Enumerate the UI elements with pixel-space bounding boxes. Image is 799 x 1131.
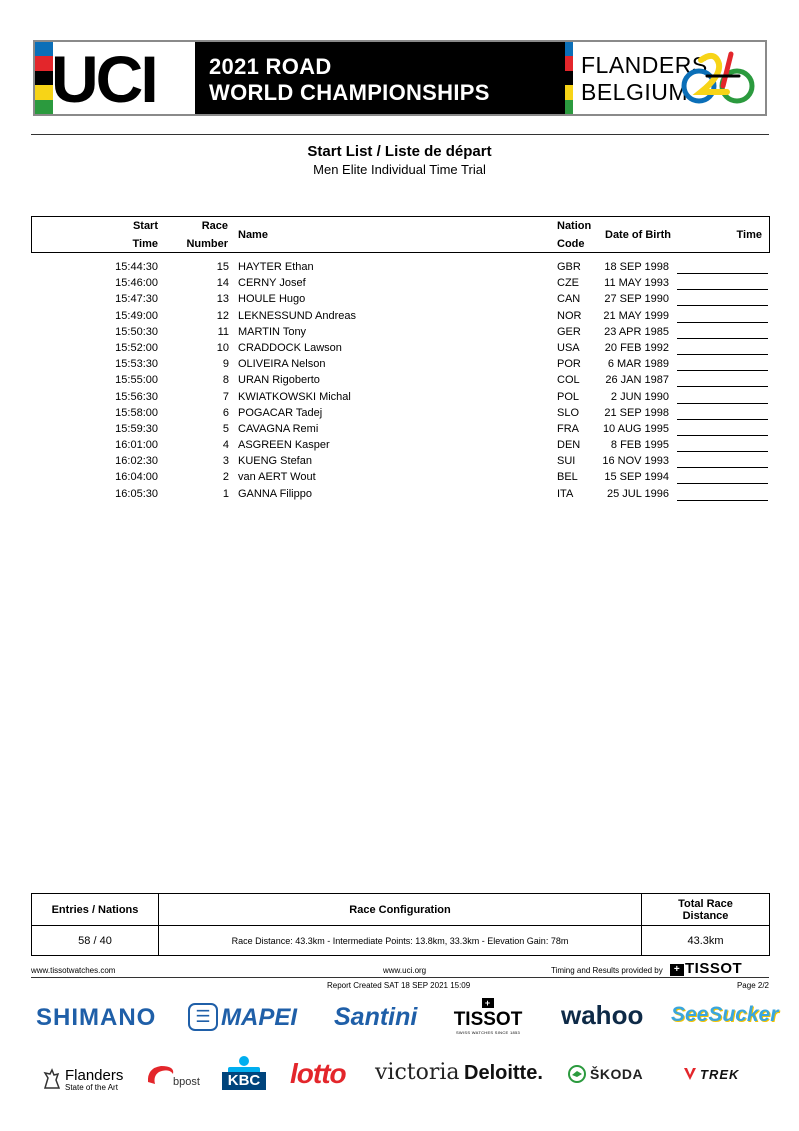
table-row bbox=[0, 389, 799, 405]
timing-credit: Timing and Results provided by bbox=[551, 966, 663, 975]
nation-code: NOR bbox=[557, 309, 582, 322]
distance-label-1: Total Race bbox=[678, 897, 733, 910]
santini-logo: Santini bbox=[334, 1003, 418, 1031]
deloitte-logo: Deloitte. bbox=[464, 1062, 543, 1084]
rider-name: HAYTER Ethan bbox=[238, 261, 314, 273]
skoda-logo: ŠKODA bbox=[590, 1066, 644, 1082]
table-row bbox=[0, 486, 799, 502]
start-time: 16:01:00 bbox=[115, 439, 158, 452]
page-subtitle: Men Elite Individual Time Trial bbox=[313, 162, 486, 177]
rider-name: HOULE Hugo bbox=[238, 293, 306, 306]
rider-name: URAN Rigoberto bbox=[238, 374, 320, 387]
date-of-birth: 21 MAY 1999 bbox=[603, 309, 669, 322]
race-number: 5 bbox=[222, 422, 229, 435]
col-start-label-1: Start bbox=[132, 220, 158, 232]
race-number: 12 bbox=[216, 309, 229, 322]
nation-code: POR bbox=[557, 358, 581, 371]
entries-label: Entries / Nations bbox=[51, 903, 139, 916]
time-entry-line bbox=[677, 370, 768, 371]
location-line-1: FLANDERS bbox=[581, 52, 708, 78]
col-start-label-2: Time bbox=[132, 238, 158, 250]
footer-divider bbox=[31, 977, 769, 978]
uci-logo: UCI bbox=[51, 42, 156, 116]
flanders-lion-icon bbox=[42, 1068, 62, 1090]
date-of-birth: 23 APR 1985 bbox=[604, 325, 669, 338]
nation-code: SLO bbox=[557, 406, 580, 419]
nation-code: CZE bbox=[557, 277, 579, 290]
mapei-emblem-icon: ☰ bbox=[188, 1003, 218, 1031]
shimano-logo: SHIMANO bbox=[36, 1004, 157, 1031]
start-time: 15:44:30 bbox=[115, 261, 158, 273]
rider-name: ASGREEN Kasper bbox=[238, 439, 330, 452]
victoria-logo: victoria bbox=[375, 1060, 460, 1085]
table-row bbox=[0, 421, 799, 437]
config-label: Race Configuration bbox=[349, 903, 451, 916]
bpost-logo: bpost bbox=[173, 1076, 200, 1088]
table-row bbox=[0, 437, 799, 453]
race-number: 2 bbox=[222, 471, 229, 484]
championship-title bbox=[195, 42, 565, 114]
col-race-label-2: Number bbox=[186, 238, 228, 250]
rider-name: CAVAGNA Remi bbox=[238, 422, 319, 435]
header-divider bbox=[31, 134, 769, 135]
table-row bbox=[0, 453, 799, 469]
table-row bbox=[0, 324, 799, 340]
start-time: 15:59:30 bbox=[115, 422, 158, 435]
race-number: 14 bbox=[216, 277, 229, 290]
entries-value: 58 / 40 bbox=[78, 934, 112, 947]
date-of-birth: 6 MAR 1989 bbox=[607, 358, 669, 371]
flanders-logo: Flanders State of the Art bbox=[65, 1067, 124, 1092]
date-of-birth: 20 FEB 1992 bbox=[604, 341, 669, 354]
table-row bbox=[0, 372, 799, 388]
nation-code: SUI bbox=[557, 455, 576, 468]
tissot-website-link[interactable]: www.tissotwatches.com bbox=[31, 966, 116, 975]
start-time: 15:50:30 bbox=[115, 325, 158, 338]
date-of-birth: 16 NOV 1993 bbox=[602, 455, 669, 468]
rider-name: van AERT Wout bbox=[238, 471, 316, 484]
time-entry-line bbox=[677, 451, 768, 452]
start-time: 16:05:30 bbox=[115, 487, 158, 500]
table-row bbox=[0, 275, 799, 291]
nation-code: FRA bbox=[557, 422, 579, 435]
rider-name: KUENG Stefan bbox=[238, 455, 312, 468]
seesucker-logo: SeeSucker bbox=[671, 1003, 779, 1026]
race-number: 10 bbox=[216, 341, 229, 354]
time-entry-line bbox=[677, 386, 768, 387]
start-time: 15:46:00 bbox=[115, 277, 158, 290]
race-number: 8 bbox=[222, 374, 229, 387]
table-header bbox=[31, 216, 770, 253]
championship-line-1: 2021 ROAD bbox=[209, 54, 332, 79]
lotto-logo: lotto bbox=[290, 1058, 346, 1089]
rider-name: KWIATKOWSKI Michal bbox=[238, 390, 351, 403]
rider-name: POGACAR Tadej bbox=[238, 406, 323, 419]
col-time-label: Time bbox=[736, 229, 762, 241]
date-of-birth: 27 SEP 1990 bbox=[604, 293, 669, 306]
distance-label bbox=[642, 894, 769, 925]
table-row bbox=[0, 291, 799, 307]
time-entry-line bbox=[677, 403, 768, 404]
date-of-birth: 10 AUG 1995 bbox=[602, 422, 669, 435]
table-row bbox=[0, 469, 799, 485]
date-of-birth: 11 MAY 1993 bbox=[604, 277, 669, 290]
time-entry-line bbox=[677, 289, 768, 290]
start-list bbox=[0, 259, 799, 502]
time-entry-line bbox=[677, 419, 768, 420]
start-time: 15:47:30 bbox=[115, 293, 158, 306]
table-row bbox=[0, 259, 799, 275]
distance-value: 43.3km bbox=[687, 934, 724, 947]
time-entry-line bbox=[677, 483, 768, 484]
nation-code: DEN bbox=[557, 439, 581, 452]
start-time: 15:53:30 bbox=[115, 358, 158, 371]
swiss-cross-icon: + bbox=[482, 998, 494, 1008]
time-entry-line bbox=[677, 273, 768, 274]
flanders-2021-emblem-icon bbox=[679, 46, 759, 110]
race-number: 1 bbox=[222, 487, 229, 500]
col-name-label: Name bbox=[238, 229, 268, 241]
trek-mark-icon bbox=[682, 1066, 698, 1082]
race-number: 11 bbox=[217, 325, 229, 338]
date-of-birth: 26 JAN 1987 bbox=[605, 374, 669, 387]
col-nation-label-2: Code bbox=[557, 238, 585, 250]
page-number: Page 2/2 bbox=[736, 981, 769, 990]
rider-name: CRADDOCK Lawson bbox=[238, 341, 342, 354]
tissot-sponsor-logo: + TISSOT SWISS WATCHES SINCE 1853 bbox=[453, 998, 523, 1035]
config-value: Race Distance: 43.3km - Intermediate Points: 13.8km, 33.3km - Elevation Gain: 78m bbox=[231, 935, 569, 946]
date-of-birth: 18 SEP 1998 bbox=[604, 261, 669, 273]
nation-code: BEL bbox=[557, 471, 578, 484]
race-number: 4 bbox=[222, 439, 229, 452]
race-number: 13 bbox=[216, 293, 229, 306]
rider-name: GANNA Filippo bbox=[238, 487, 312, 500]
date-of-birth: 25 JUL 1996 bbox=[607, 487, 669, 500]
start-time: 15:52:00 bbox=[115, 341, 158, 354]
race-number: 7 bbox=[222, 390, 229, 403]
nation-code: GBR bbox=[557, 261, 581, 273]
date-of-birth: 2 JUN 1990 bbox=[610, 390, 669, 403]
time-entry-line bbox=[677, 338, 768, 339]
nation-code: ITA bbox=[557, 487, 574, 500]
distance-label-2: Distance bbox=[682, 909, 729, 922]
kbc-logo: KBC bbox=[222, 1072, 266, 1090]
report-created: Report Created SAT 18 SEP 2021 15:09 bbox=[327, 981, 471, 990]
date-of-birth: 8 FEB 1995 bbox=[610, 439, 669, 452]
race-number: 9 bbox=[222, 358, 229, 371]
table-row bbox=[0, 340, 799, 356]
swiss-cross-icon: + bbox=[670, 964, 684, 976]
start-time: 16:02:30 bbox=[115, 455, 158, 468]
start-time: 16:04:00 bbox=[115, 471, 158, 484]
mapei-logo: MAPEI bbox=[221, 1004, 298, 1031]
col-dob-label: Date of Birth bbox=[605, 229, 671, 241]
event-banner bbox=[33, 40, 767, 116]
table-row bbox=[0, 356, 799, 372]
date-of-birth: 21 SEP 1998 bbox=[604, 406, 669, 419]
col-nation-label-1: Nation bbox=[557, 220, 592, 232]
time-entry-line bbox=[677, 467, 768, 468]
nation-code: POL bbox=[557, 390, 580, 403]
start-time: 15:58:00 bbox=[115, 406, 158, 419]
time-entry-line bbox=[677, 322, 768, 323]
start-time: 15:55:00 bbox=[115, 374, 158, 387]
nation-code: COL bbox=[557, 374, 580, 387]
start-time: 15:56:30 bbox=[115, 390, 158, 403]
time-entry-line bbox=[677, 305, 768, 306]
race-summary-table bbox=[31, 893, 770, 956]
tissot-footer-logo: + TISSOT bbox=[670, 960, 742, 977]
race-number: 15 bbox=[216, 261, 229, 273]
rider-name: CERNY Josef bbox=[238, 277, 306, 290]
rider-name: OLIVEIRA Nelson bbox=[238, 358, 326, 371]
time-entry-line bbox=[677, 354, 768, 355]
start-time: 15:49:00 bbox=[115, 309, 158, 322]
time-entry-line bbox=[677, 435, 768, 436]
championship-line-2: WORLD CHAMPIONSHIPS bbox=[209, 80, 490, 105]
rider-name: MARTIN Tony bbox=[238, 325, 307, 338]
trek-logo: TREK bbox=[700, 1067, 740, 1082]
race-number: 3 bbox=[222, 455, 229, 468]
uci-website-link[interactable]: www.uci.org bbox=[383, 966, 427, 975]
rainbow-separator bbox=[565, 42, 573, 114]
col-race-label-1: Race bbox=[201, 220, 228, 232]
table-row bbox=[0, 405, 799, 421]
date-of-birth: 15 SEP 1994 bbox=[604, 471, 669, 484]
time-entry-line bbox=[677, 500, 768, 501]
nation-code: CAN bbox=[557, 293, 581, 306]
page-title: Start List / Liste de départ bbox=[307, 143, 492, 160]
nation-code: GER bbox=[557, 325, 581, 338]
race-number: 6 bbox=[222, 406, 229, 419]
rider-name: LEKNESSUND Andreas bbox=[238, 309, 356, 322]
location-line-2: BELGIUM bbox=[581, 79, 689, 105]
table-row bbox=[0, 308, 799, 324]
skoda-arrow-icon bbox=[568, 1065, 586, 1083]
wahoo-logo: wahoo bbox=[561, 1000, 644, 1030]
nation-code: USA bbox=[557, 341, 580, 354]
